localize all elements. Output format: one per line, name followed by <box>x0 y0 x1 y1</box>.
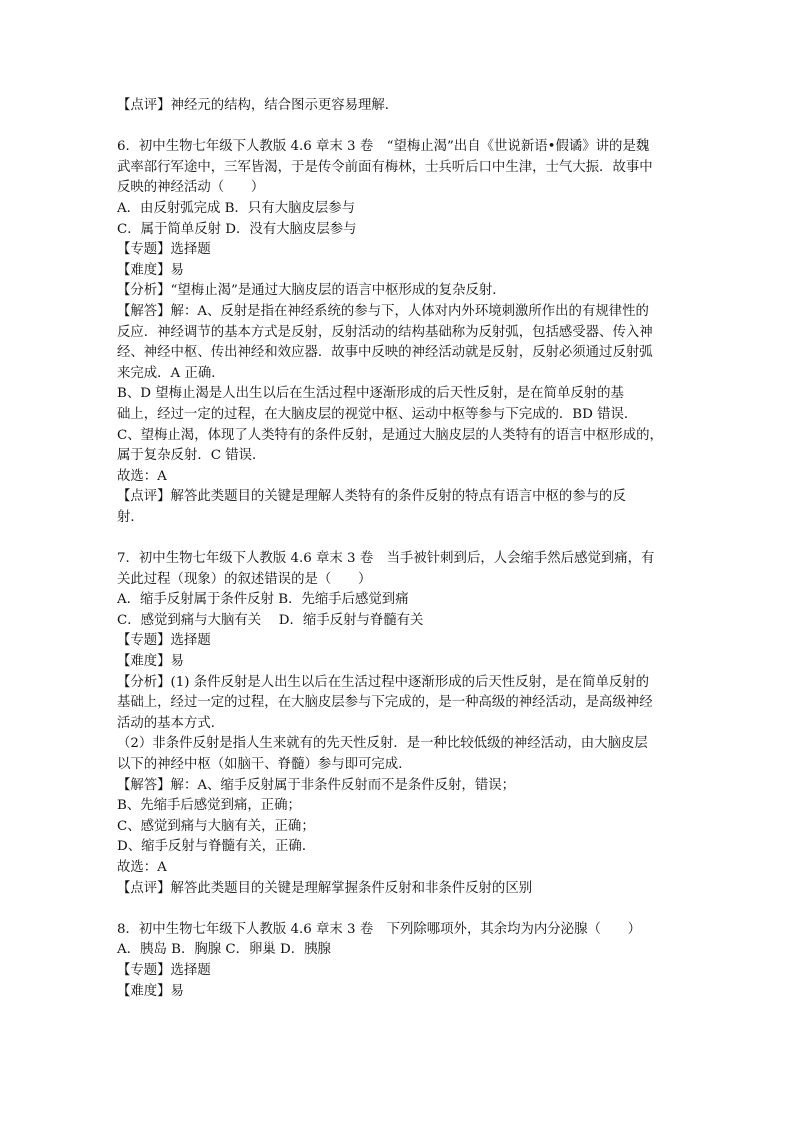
difficulty-line: 【难度】易 <box>117 983 184 999</box>
solution-line: D、缩手反射与脊髓有关，正确． <box>117 839 316 855</box>
answer-options-line: C．属于简单反射 D．没有大脑皮层参与 <box>117 221 357 237</box>
solution-line: 来完成．A 正确． <box>117 365 225 381</box>
q5-comment-block <box>117 96 682 117</box>
comment-line: 【点评】解答此类题目的关键是理解掌握条件反射和非条件反射的区别 <box>117 880 533 896</box>
solution-line: 【解答】解：A、反射是指在神经系统的参与下，人体对内外环境刺激所作出的有规律性的 <box>117 303 649 319</box>
solution-line: 反应．神经调节的基本方式是反射，反射活动的结构基础称为反射弧，包括感受器、传入神 <box>117 324 653 340</box>
answer-options-line: A．胰岛 B．胸腺 C．卵巢 D．胰腺 <box>117 942 331 958</box>
question-stem-line: 关此过程（现象）的叙述错误的是（ ） <box>117 571 372 587</box>
question-stem-line: 反映的神经活动（ ） <box>117 180 265 196</box>
paragraph-gap <box>117 899 682 920</box>
question-stem-line: 7．初中生物七年级下人教版 4.6 章末 3 卷 当手被针刺到后，人会缩手然后感觉到痛，有 <box>117 551 655 567</box>
answer-options-line: A．由反射弧完成 B．只有大脑皮层参与 <box>117 200 356 216</box>
difficulty-line: 【难度】易 <box>117 262 184 278</box>
question-8-block <box>117 920 682 1002</box>
topic-line: 【专题】选择题 <box>117 242 211 258</box>
answer-choice-line: 故选：A <box>117 859 167 875</box>
solution-line: B、先缩手后感觉到痛，正确； <box>117 798 301 814</box>
solution-line: 础上，经过一定的过程，在大脑皮层的视觉中枢、运动中枢等参与下完成的．BD 错误． <box>117 406 638 422</box>
analysis-line: （2）非条件反射是指人生来就有的先天性反射．是一种比较低级的神经活动，由大脑皮层 <box>117 736 648 752</box>
answer-choice-line: 故选：A <box>117 468 167 484</box>
paragraph-gap <box>117 528 682 549</box>
solution-line: B、D 望梅止渴是人出生以后在生活过程中逐渐形成的后天性反射，是在简单反射的基 <box>117 386 624 402</box>
solution-line: 经、神经中枢、传出神经和效应器．故事中反映的神经活动就是反射，反射必须通过反射弧 <box>117 345 653 361</box>
paragraph-gap <box>117 117 682 138</box>
analysis-line: 活动的基本方式． <box>117 715 225 731</box>
analysis-line: 基础上，经过一定的过程，在大脑皮层参与下完成的，是一种高级的神经活动，是高级神经 <box>117 695 653 711</box>
topic-line: 【专题】选择题 <box>117 633 211 649</box>
analysis-line: 【分析】(1) 条件反射是人出生以后在生活过程中逐渐形成的后天性反射，是在简单反射的 <box>117 674 650 690</box>
question-stem-line: 武率部行军途中，三军皆渴，于是传令前面有梅林，士兵听后口中生津，士气大振．故事中 <box>117 159 653 175</box>
question-stem-line: 6．初中生物七年级下人教版 4.6 章末 3 卷 “望梅止渴”出自《世说新语•假谲》讲的是魏 <box>117 139 650 155</box>
analysis-line: 以下的神经中枢（如脑干、脊髓）参与即可完成． <box>117 757 412 772</box>
solution-line: 属于复杂反射．C 错误． <box>117 448 266 464</box>
answer-options-line: A．缩手反射属于条件反射 B．先缩手后感觉到痛 <box>117 592 409 608</box>
solution-line: C、望梅止渴，体现了人类特有的条件反射，是通过大脑皮层的人类特有的语言中枢形成的， <box>117 427 663 443</box>
comment-line: 【点评】神经元的结构，结合图示更容易理解． <box>117 98 399 113</box>
comment-line: 【点评】解答此类题目的关键是理解人类特有的条件反射的特点有语言中枢的参与的反 <box>117 489 626 505</box>
question-stem-line: 8．初中生物七年级下人教版 4.6 章末 3 卷 下列除哪项外，其余均为内分泌腺（ ） <box>117 921 642 937</box>
solution-line: C、感觉到痛与大脑有关，正确； <box>117 818 315 834</box>
question-7-block <box>117 549 682 899</box>
document-page <box>117 96 682 1002</box>
answer-options-line: C．感觉到痛与大脑有关 D．缩手反射与脊髓有关 <box>117 612 424 628</box>
analysis-line: 【分析】“望梅止渴”是通过大脑皮层的语言中枢形成的复杂反射． <box>117 283 506 299</box>
solution-line: 【解答】解：A、缩手反射属于非条件反射而不是条件反射，错误； <box>117 777 515 793</box>
difficulty-line: 【难度】易 <box>117 654 184 670</box>
topic-line: 【专题】选择题 <box>117 962 211 978</box>
comment-line: 射． <box>117 509 144 525</box>
question-6-block <box>117 137 682 528</box>
